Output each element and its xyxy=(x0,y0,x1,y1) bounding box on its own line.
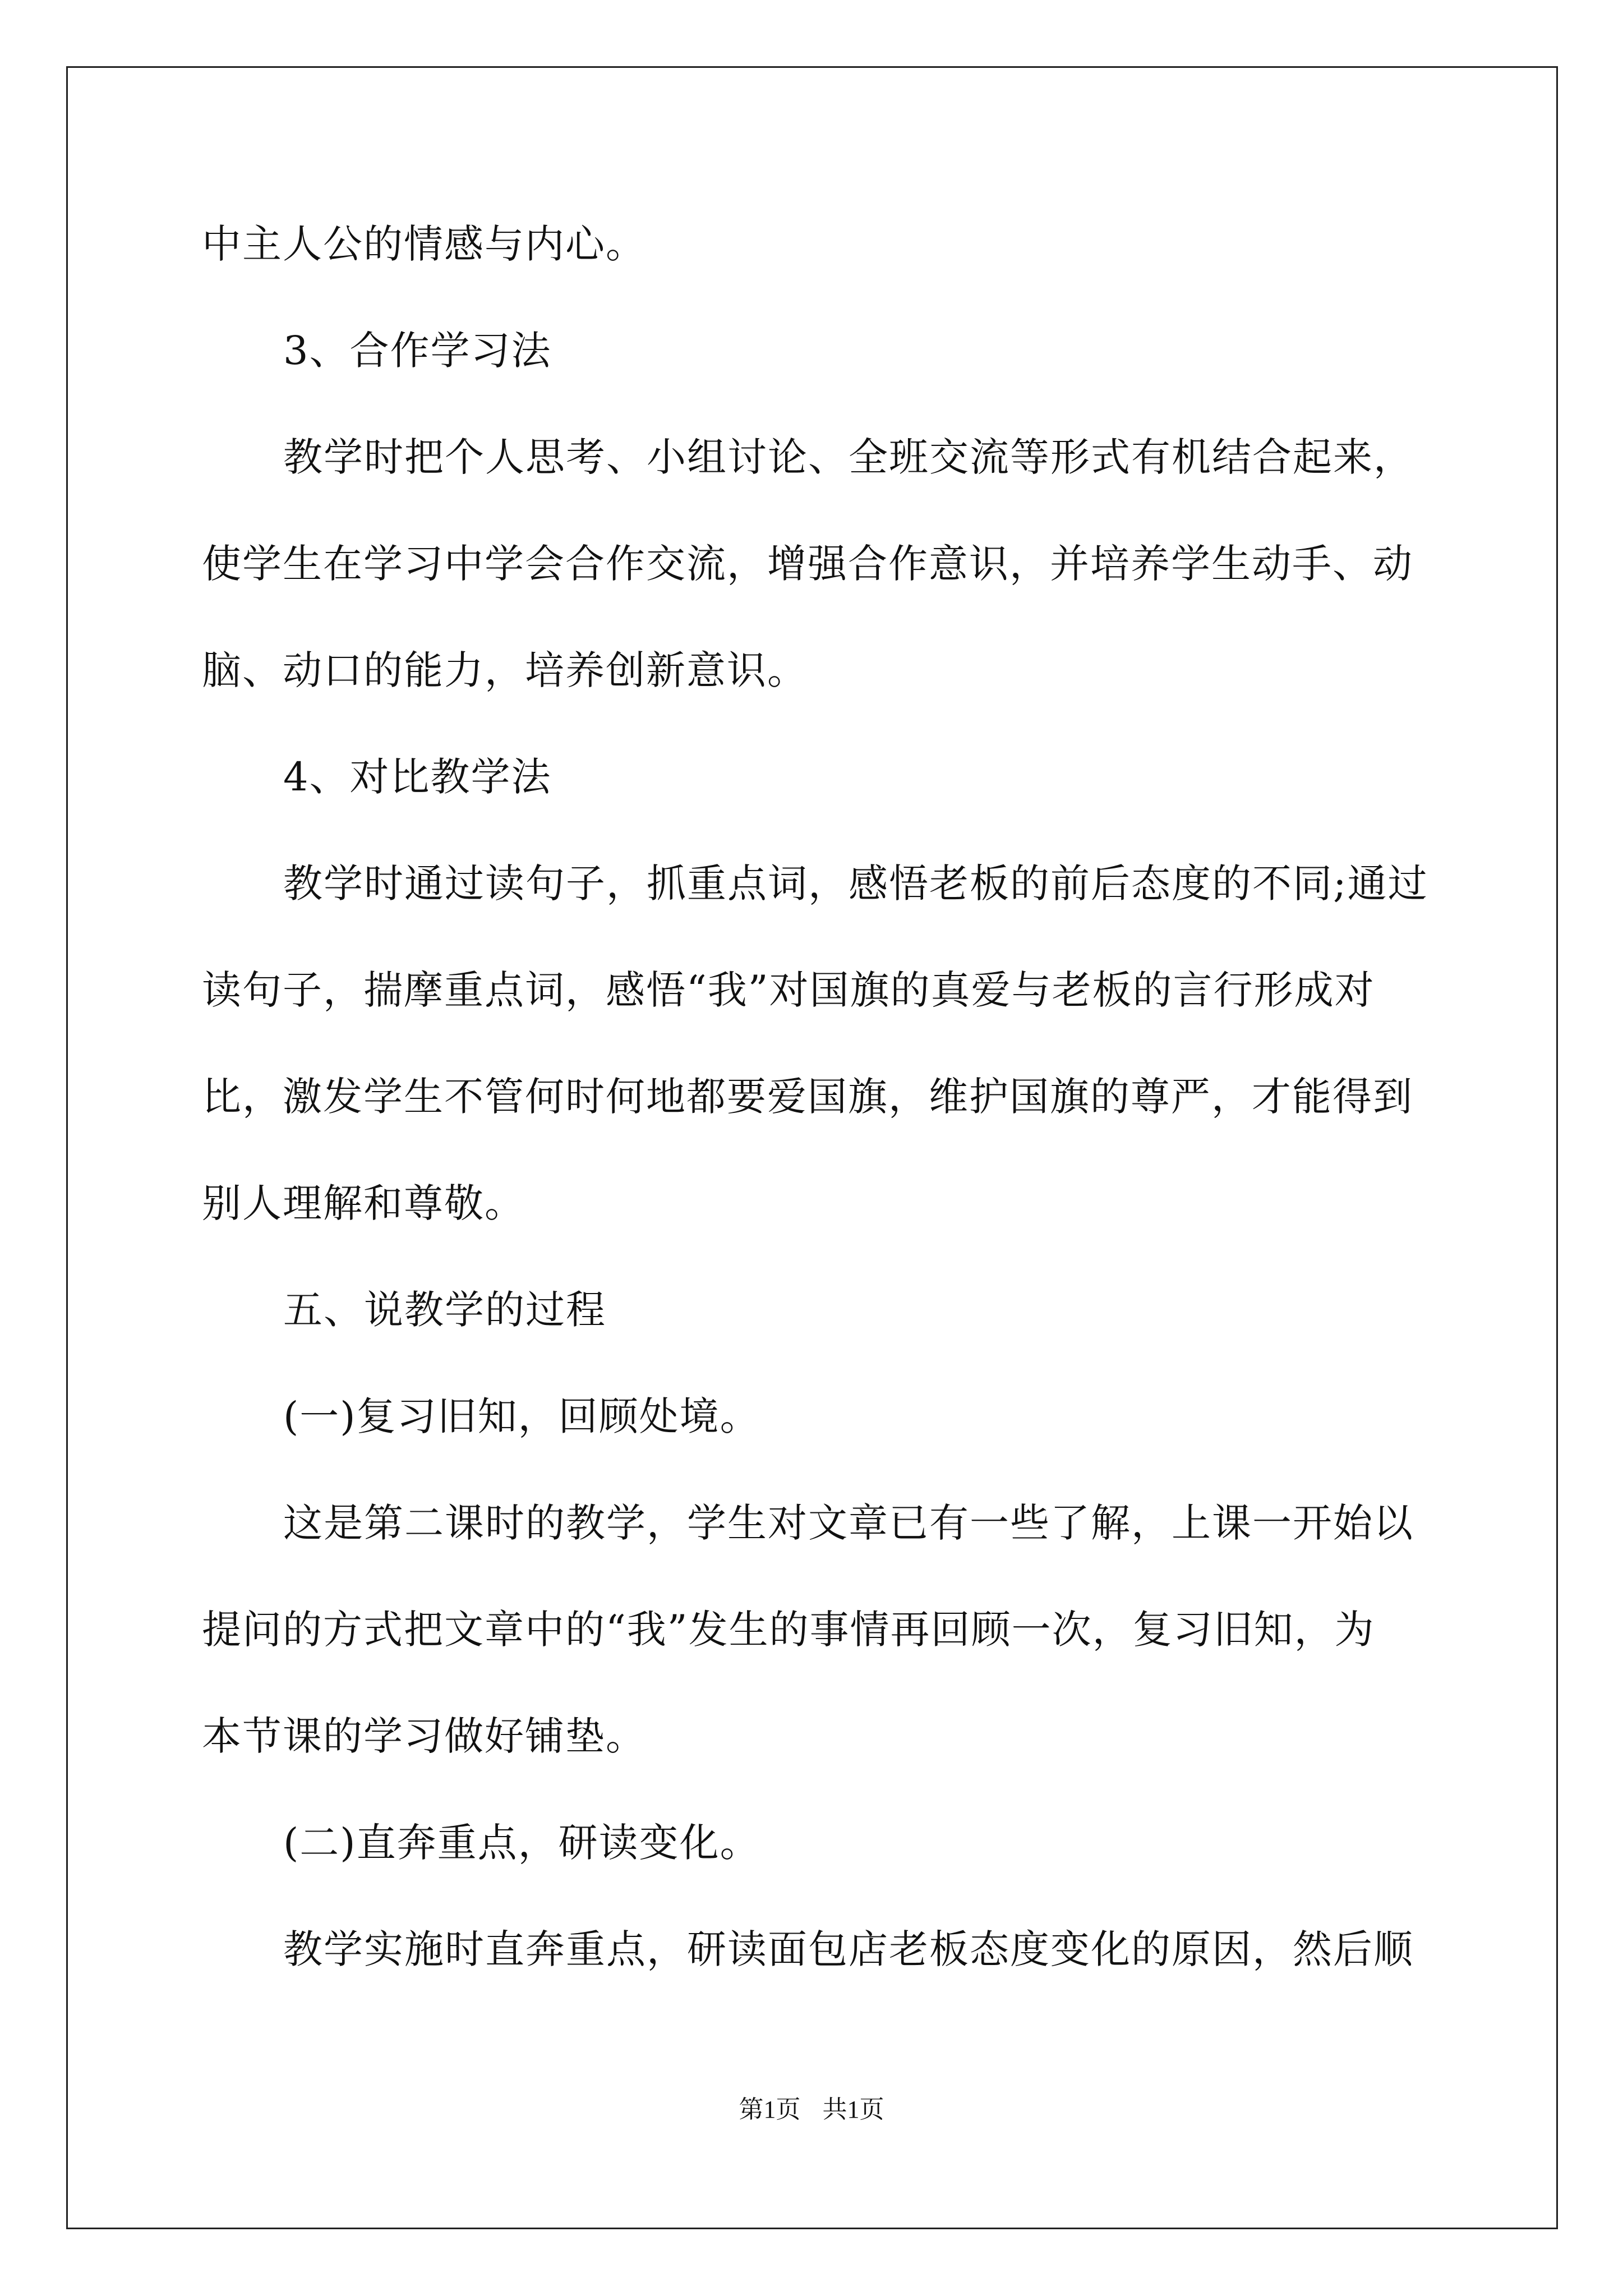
section-heading: 五、说教学的过程 xyxy=(283,1287,606,1333)
paragraph-line: 别人理解和尊敬。 xyxy=(202,1180,525,1226)
paragraph-line: 教学实施时直奔重点，研读面包店老板态度变化的原因，然后顺 xyxy=(283,1926,1414,1972)
paragraph-line: 提问的方式把文章中的“我”发生的事情再回顾一次，复习旧知，为 xyxy=(202,1607,1375,1653)
page-number: 第1页 xyxy=(739,2096,801,2123)
subsection-heading: (一)复习旧知，回顾处境。 xyxy=(283,1393,760,1439)
text-line: 中主人公的情感与内心。 xyxy=(202,221,646,267)
page-total: 共1页 xyxy=(822,2096,884,2123)
section-heading: 3、合作学习法 xyxy=(283,328,552,374)
page-border xyxy=(66,66,1558,2229)
subsection-heading: (二)直奔重点，研读变化。 xyxy=(283,1820,760,1866)
paragraph-line: 教学时把个人思考、小组讨论、全班交流等形式有机结合起来， xyxy=(283,434,1414,480)
paragraph-line: 本节课的学习做好铺垫。 xyxy=(202,1713,646,1759)
paragraph-line: 这是第二课时的教学，学生对文章已有一些了解，上课一开始以 xyxy=(283,1500,1414,1546)
paragraph-line: 使学生在学习中学会合作交流，增强合作意识，并培养学生动手、动 xyxy=(202,541,1413,587)
page-footer xyxy=(0,2096,1623,2124)
paragraph-line: 比，激发学生不管何时何地都要爱国旗，维护国旗的尊严，才能得到 xyxy=(202,1074,1413,1120)
section-heading: 4、对比教学法 xyxy=(283,754,552,800)
paragraph-line: 教学时通过读句子，抓重点词，感悟老板的前后态度的不同;通过 xyxy=(283,861,1428,907)
paragraph-line: 读句子，揣摩重点词，感悟“我”对国旗的真爱与老板的言行形成对 xyxy=(202,967,1375,1013)
paragraph-line: 脑、动口的能力，培养创新意识。 xyxy=(202,647,808,693)
